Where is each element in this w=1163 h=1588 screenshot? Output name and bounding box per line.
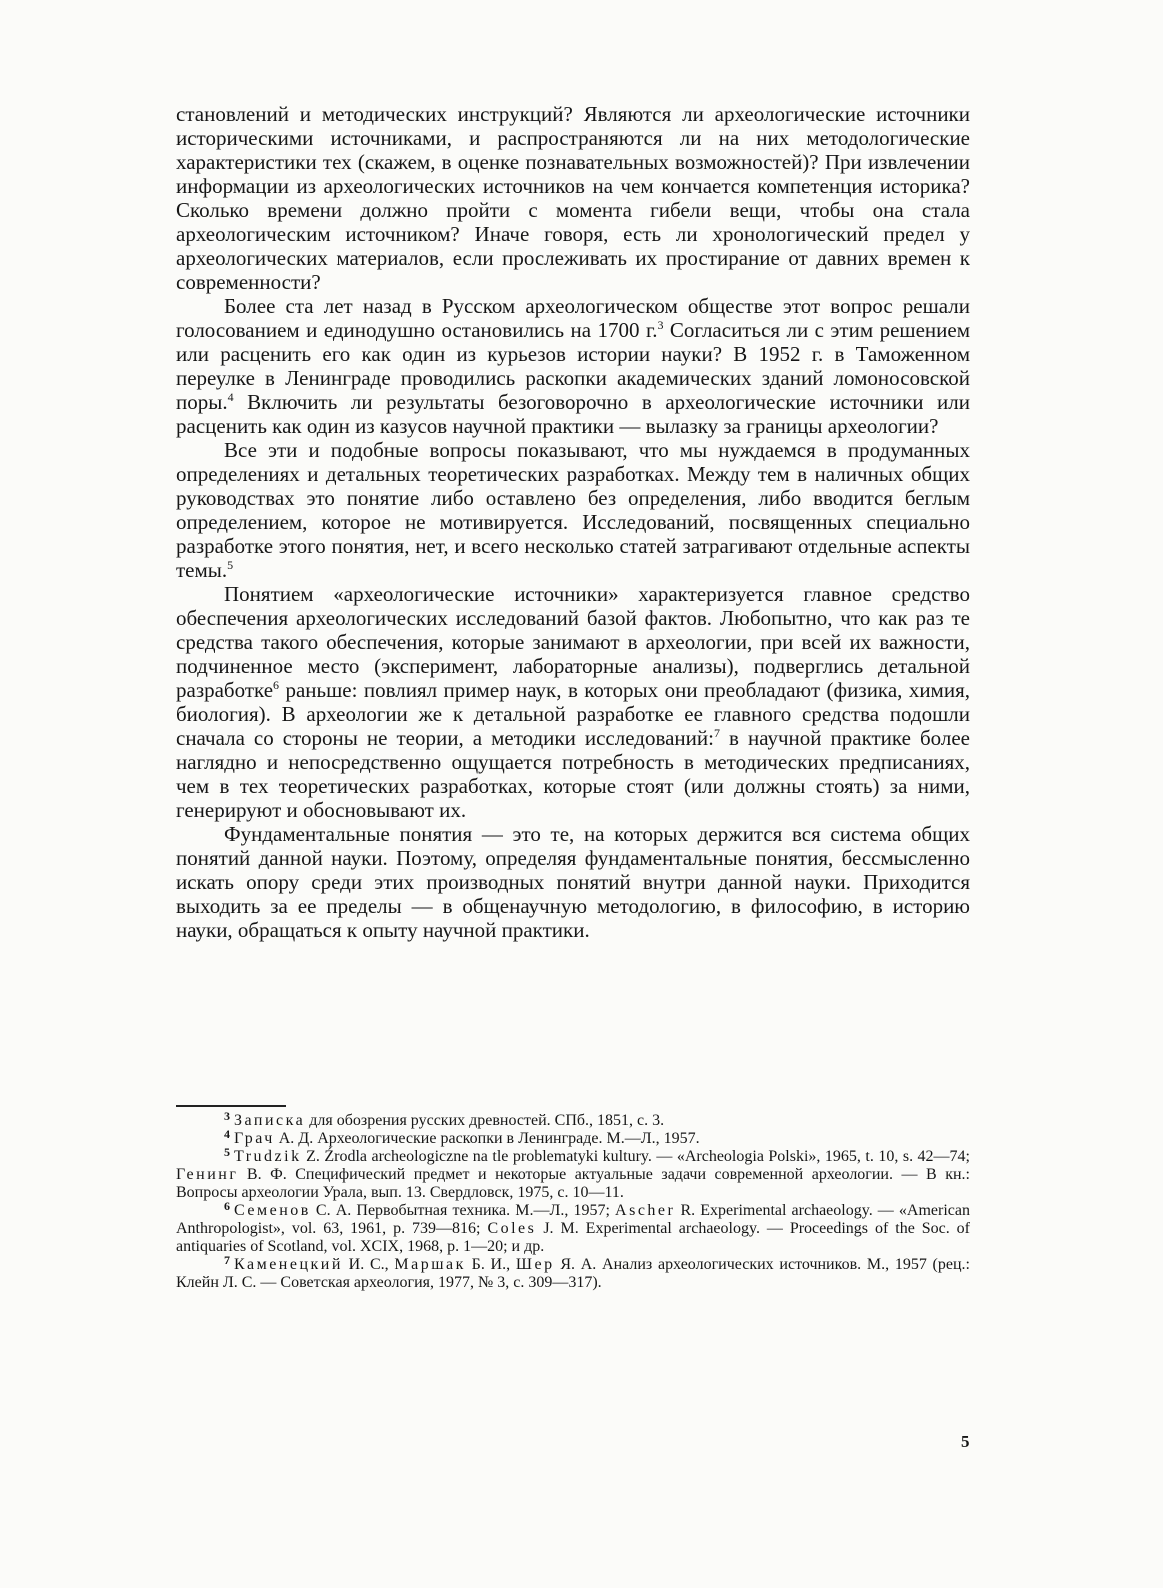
paragraph-2 <box>176 294 970 438</box>
footnote-3-text: для обозрения русских древностей. СПб., 1851, с. 3. <box>305 1112 665 1129</box>
footnote-6-text-3: J. M. Experimental archaeology. — Proceedings of the Soc. of antiquaries of Scotland, vol. XCIX, 1968, p. 1—20; и др. <box>176 1220 971 1255</box>
paragraph-3-text: Все эти и подобные вопросы показывают, что мы нуждаемся в продуманных определениях и детальных теоретических разработках. Между тем в наличных общих руководствах это понятие либо оставлено без определения, либо вводится беглым определением, которое не мотивируется. Исследований, посвященных специально разработке этого понятия, нет, и всего несколько статей затрагивают отдельные аспекты темы. <box>176 438 970 582</box>
paragraph-5-text: Фундаментальные понятия — это те, на которых держится вся система общих понятий данной науки. Поэтому, определяя фундаментальные понятия, бессмысленно искать опору среди этих производных понятий внутри данной науки. Приходится выходить за ее пределы — в общенаучную методологию, в философию, в историю науки, обращаться к опыту научной практики. <box>176 822 970 942</box>
paragraph-4-text-a: Понятием «археологические источники» характеризуется главное средство обеспечения археологических исследований базой фактов. Любопытно, что как раз те средства такого обеспечения, которые занимают в археологии, при всей их важности, подчиненное место (эксперимент, лабораторные анализы), подверглись детальной разработке <box>176 582 970 702</box>
footnote-5-text-1: Z. Źrodla archeologiczne na tle problematyki kultury. — «Archeologia Polski», 1965, t. 10, s. 42—74; <box>301 1148 970 1165</box>
footnote-7-author-1: Каменецкий <box>234 1256 343 1273</box>
paragraph-2-text-a: Более ста лет назад в Русском археологическом обществе этот вопрос решали голосованием и единодушно остановились на 1700 г. <box>176 294 970 342</box>
footnote-4-number: 4 <box>224 1127 230 1141</box>
footnote-7-text-2: Б. И., <box>465 1256 516 1273</box>
footnote-ref-7: 7 <box>713 726 720 740</box>
footnote-4 <box>176 1127 970 1148</box>
footnote-7-number: 7 <box>224 1253 230 1267</box>
footnote-divider <box>176 1105 286 1107</box>
footnote-3 <box>176 1109 970 1130</box>
paragraph-4 <box>176 582 970 822</box>
paragraph-5 <box>176 822 970 942</box>
paragraph-2-text-b: Согласиться ли с этим решением или расценить его как один из курьезов истории науки? В 1952 г. в Таможенном переулке в Ленинграде проводились раскопки академических зданий ломоносовской поры. <box>176 318 970 414</box>
footnote-4-text: А. Д. Археологические раскопки в Ленинграде. М.—Л., 1957. <box>274 1130 700 1147</box>
footnote-ref-5: 5 <box>227 558 234 572</box>
footnote-6-text-1: С. А. Первобытная техника. М.—Л., 1957; <box>310 1202 616 1219</box>
paragraph-2-text-c: Включить ли результаты безоговорочно в археологические источники или расценить как один из казусов научной практики — вылазку за границы археологии? <box>176 390 970 438</box>
footnote-4-author: Грач <box>234 1130 275 1147</box>
page-number: 5 <box>961 1432 970 1451</box>
paragraph-1 <box>176 102 970 294</box>
footnote-6-author-1: Семенов <box>234 1202 311 1219</box>
footnote-ref-4: 4 <box>227 390 234 404</box>
footnote-5-text-2: В. Ф. Специфический предмет и некоторые актуальные задачи современной археологии. — В кн.: Вопросы археологии Урала, вып. 13. Свердловск, 1975, с. 10—11. <box>176 1166 970 1201</box>
main-text <box>176 102 970 942</box>
footnote-6-number: 6 <box>224 1199 230 1213</box>
footnote-5-author-1: Trudzik <box>234 1148 302 1165</box>
footnote-6 <box>176 1199 971 1256</box>
paragraph-4-text-c: в научной практике более наглядно и непосредственно ощущается потребность в методических предписаниях, чем в тех теоретических разработках, которые стоят (или должны стоять) за ними, генерируют и обосновывают их. <box>176 726 970 822</box>
paragraph-3 <box>176 438 970 582</box>
footnote-ref-6: 6 <box>273 678 280 692</box>
footnote-ref-3: 3 <box>657 318 664 332</box>
footnotes <box>176 1109 971 1292</box>
footnote-3-author: Записка <box>234 1112 306 1129</box>
footnote-5-number: 5 <box>224 1145 230 1159</box>
footnote-7-text-3: Я. А. Анализ археологических источников. М., 1957 (рец.: Клейн Л. С. — Советская археология, 1977, № 3, с. 309—317). <box>176 1256 970 1291</box>
footnote-7-author-2: Маршак <box>394 1256 466 1273</box>
footnote-7-text-1: И. С., <box>342 1256 395 1273</box>
footnote-5-author-2: Генинг <box>176 1166 239 1183</box>
footnote-7 <box>176 1253 970 1292</box>
footnote-3-number: 3 <box>224 1109 230 1123</box>
paragraph-4-text-b: раньше: повлиял пример наук, в которых они преобладают (физика, химия, биология). В археологии же к детальной разработке ее главного средства подошли сначала со стороны не теории, а методики исследований: <box>176 678 970 750</box>
paragraph-1-text: становлений и методических инструкций? Являются ли археологические источники историческими источниками, и распространяются ли на них методологические характеристики тех (скажем, в оценке познавательных возможностей)? При извлечении информации из археологических источников на чем кончается компетенция историка? Сколько времени должно пройти с момента гибели вещи, чтобы она стала археологическим источником? Иначе говоря, есть ли хронологический предел у археологических материалов, если прослеживать их простирание от давних времен к современности? <box>176 102 970 294</box>
footnote-7-author-3: Шер <box>515 1256 555 1273</box>
footnote-6-author-2: Ascher <box>615 1202 676 1219</box>
footnote-6-text-2: R. Experimental archaeology. — «American Anthropologist», vol. 63, 1961, p. 739—816; <box>176 1202 971 1237</box>
footnote-6-author-3: Coles <box>487 1220 537 1237</box>
footnote-5 <box>176 1145 970 1202</box>
